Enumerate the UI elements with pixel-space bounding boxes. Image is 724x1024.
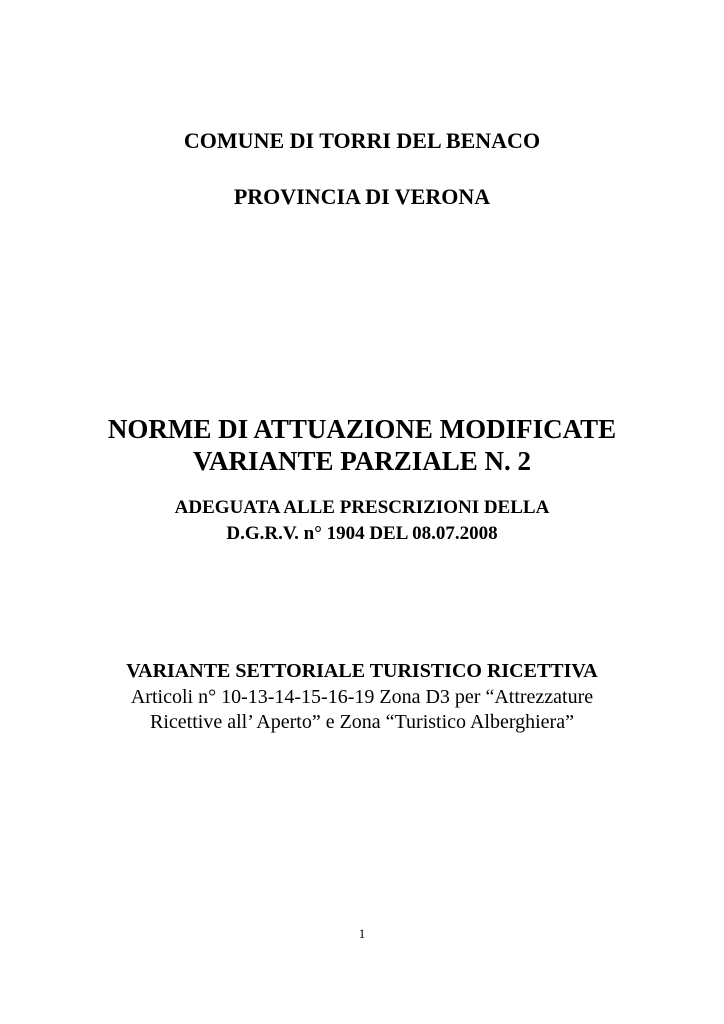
document-title-line-1: NORME DI ATTUAZIONE MODIFICATE bbox=[107, 414, 617, 444]
document-title-line-2: VARIANTE PARZIALE N. 2 bbox=[192, 446, 532, 476]
variant-description-line-1: Articoli n° 10-13-14-15-16-19 Zona D3 per “Attrezzature bbox=[130, 686, 594, 708]
variant-description-line-2: Ricettive all’ Aperto” e Zona “Turistico Alberghiera” bbox=[150, 711, 574, 733]
page-number: 1 bbox=[358, 926, 366, 941]
subtitle-line-1: ADEGUATA ALLE PRESCRIZIONI DELLA bbox=[174, 497, 550, 518]
subtitle-line-2: D.G.R.V. n° 1904 DEL 08.07.2008 bbox=[226, 523, 498, 544]
province-heading: PROVINCIA DI VERONA bbox=[233, 184, 491, 209]
variant-heading: VARIANTE SETTORIALE TURISTICO RICETTIVA bbox=[126, 660, 598, 682]
municipality-heading: COMUNE DI TORRI DEL BENACO bbox=[183, 128, 541, 153]
